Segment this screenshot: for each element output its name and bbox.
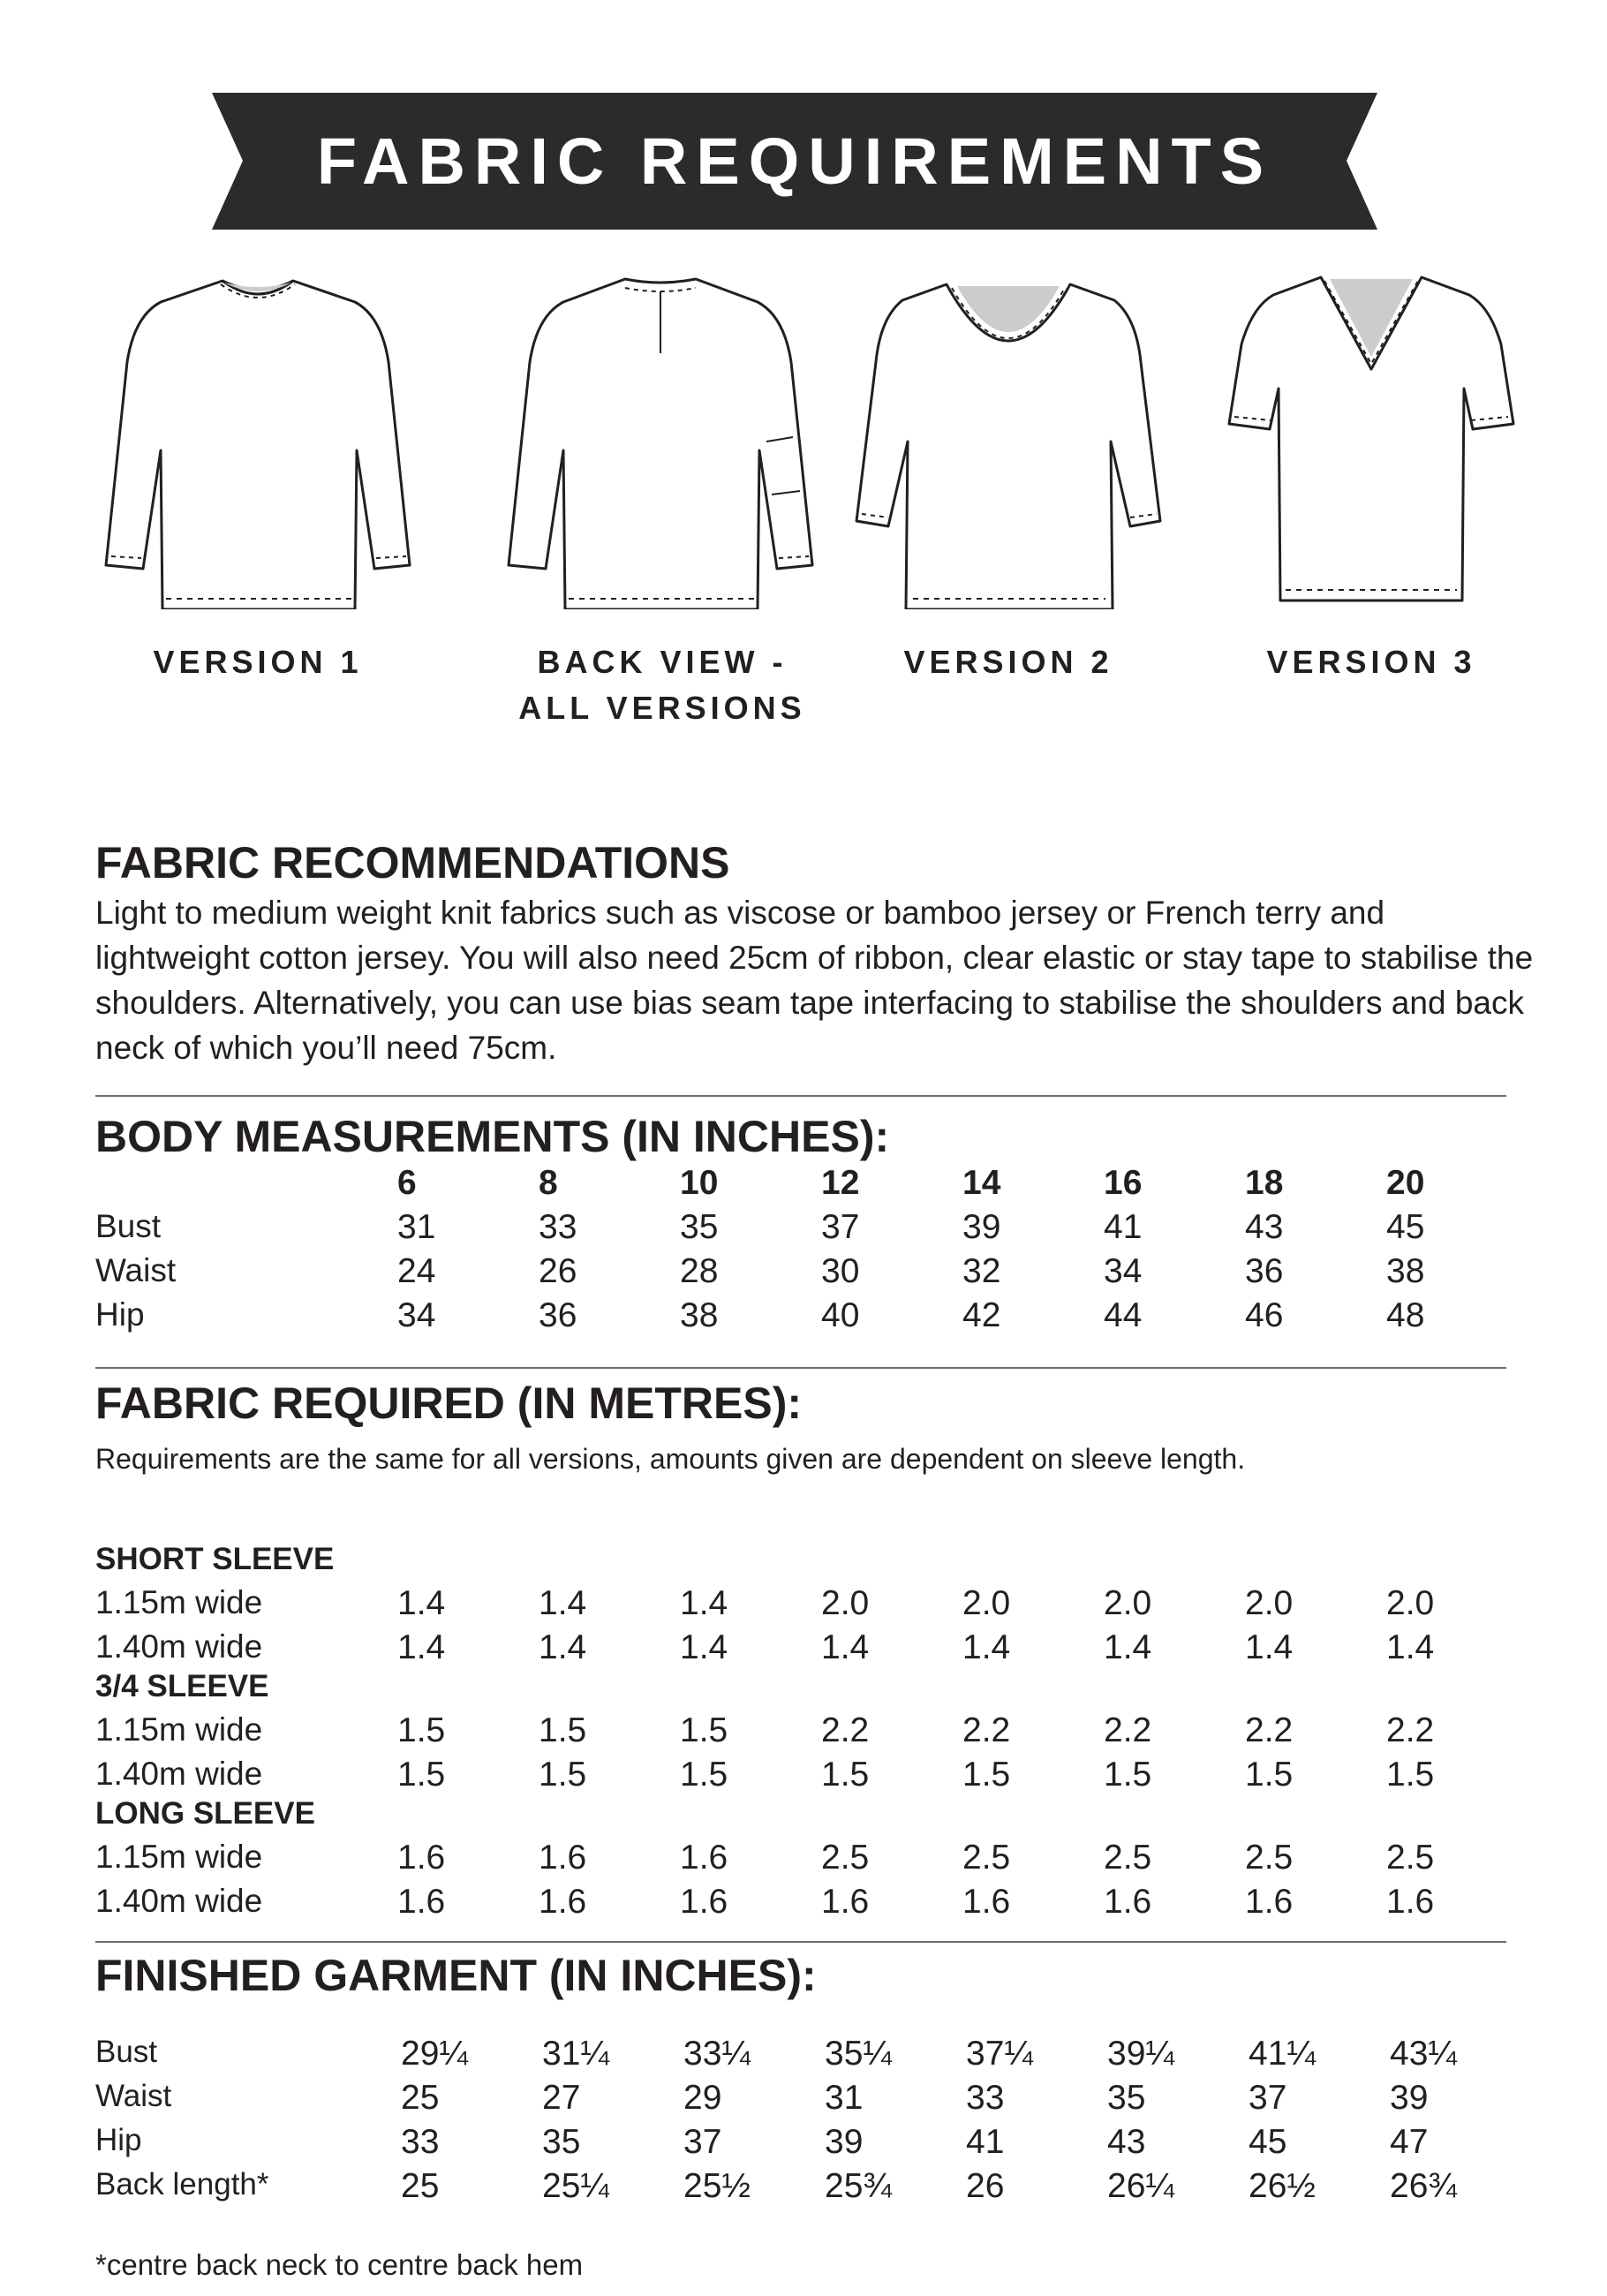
finished-cell: 25½: [683, 2167, 751, 2205]
size-header: 6: [397, 1164, 417, 1202]
fabric-cell: 1.4: [539, 1584, 587, 1622]
finished-cell: 47: [1390, 2123, 1429, 2161]
finished-cell: 35: [542, 2123, 581, 2161]
body-cell: 33: [539, 1208, 577, 1246]
finished-cell: 25¾: [825, 2167, 892, 2205]
finished-cell: 45: [1249, 2123, 1287, 2161]
body-cell: 46: [1245, 1296, 1284, 1334]
body-cell: 35: [680, 1208, 719, 1246]
fabric-cell: 1.6: [962, 1883, 1011, 1921]
body-cell: 38: [680, 1296, 719, 1334]
version-1-long-sleeve-tee-illustration: [99, 265, 417, 609]
fabric-cell: 1.5: [539, 1711, 587, 1749]
fabric-cell: 1.5: [397, 1756, 446, 1794]
body-cell: 32: [962, 1252, 1001, 1290]
fabric-cell: 1.5: [1104, 1756, 1152, 1794]
fabric-cell: 1.4: [1104, 1628, 1152, 1666]
fabric-cell: 1.6: [539, 1883, 587, 1921]
fabric-cell: 2.0: [1386, 1584, 1435, 1622]
body-cell: 26: [539, 1252, 577, 1290]
finished-cell: 33: [401, 2123, 440, 2161]
body-cell: 24: [397, 1252, 436, 1290]
version-3-v-neck-short-sleeve-tee-illustration: [1226, 265, 1517, 609]
fabric-row-label: 1.40m wide: [95, 1628, 263, 1665]
finished-cell: 26: [966, 2167, 1005, 2205]
fabric-cell: 1.4: [539, 1628, 587, 1666]
fabric-cell: 1.5: [539, 1756, 587, 1794]
finished-cell: 43¼: [1390, 2035, 1457, 2073]
fabric-cell: 2.5: [962, 1839, 1011, 1877]
size-header: 8: [539, 1164, 558, 1202]
caption-version-1: VERSION 1: [153, 644, 363, 680]
size-header: 18: [1245, 1164, 1284, 1202]
finished-cell: 31¼: [542, 2035, 609, 2073]
fabric-cell: 2.2: [1104, 1711, 1152, 1749]
caption-version-2: VERSION 2: [903, 644, 1113, 680]
sleeve-group-title: LONG SLEEVE: [95, 1796, 315, 1831]
fabric-cell: 1.5: [397, 1711, 446, 1749]
finished-cell: 33¼: [683, 2035, 751, 2073]
footnote: *centre back neck to centre back hem: [95, 2248, 584, 2281]
fabric-cell: 1.4: [397, 1584, 446, 1622]
fabric-required-heading: FABRIC REQUIRED (IN METRES):: [95, 1378, 802, 1428]
fabric-cell: 1.6: [1104, 1883, 1152, 1921]
size-header: 12: [821, 1164, 860, 1202]
body-cell: 39: [962, 1208, 1001, 1246]
caption-version-3: VERSION 3: [1266, 644, 1476, 680]
section-divider: [95, 1941, 1506, 1943]
page-title: FABRIC REQUIREMENTS: [316, 125, 1273, 198]
body-cell: 38: [1386, 1252, 1425, 1290]
body-row-label: Waist: [95, 1252, 177, 1288]
section-divider: [95, 1095, 1506, 1097]
caption-back-view-line-2: ALL VERSIONS: [518, 690, 806, 726]
body-cell: 28: [680, 1252, 719, 1290]
finished-cell: 43: [1107, 2123, 1146, 2161]
body-row-label: Hip: [95, 1296, 145, 1333]
fabric-cell: 2.2: [821, 1711, 870, 1749]
size-header: 14: [962, 1164, 1001, 1202]
finished-cell: 39: [1390, 2079, 1429, 2117]
size-header: 20: [1386, 1164, 1425, 1202]
fabric-cell: 2.5: [1104, 1839, 1152, 1877]
body-cell: 31: [397, 1208, 436, 1246]
fabric-cell: 1.4: [680, 1584, 728, 1622]
finished-cell: 39¼: [1107, 2035, 1174, 2073]
fabric-row-label: 1.15m wide: [95, 1584, 263, 1620]
body-cell: 34: [1104, 1252, 1143, 1290]
fabric-cell: 1.4: [397, 1628, 446, 1666]
body-cell: 42: [962, 1296, 1001, 1334]
finished-cell: 25: [401, 2079, 440, 2117]
finished-row-label: Hip: [95, 2123, 142, 2157]
fabric-cell: 1.5: [1245, 1756, 1294, 1794]
finished-cell: 29: [683, 2079, 722, 2117]
finished-cell: 25¼: [542, 2167, 609, 2205]
sleeve-group-title: SHORT SLEEVE: [95, 1542, 335, 1576]
fabric-required-note: Requirements are the same for all versions, amounts given are dependent on sleeve length.: [95, 1443, 1246, 1475]
body-cell: 41: [1104, 1208, 1143, 1246]
fabric-cell: 2.2: [1386, 1711, 1435, 1749]
fabric-cell: 1.4: [1245, 1628, 1294, 1666]
finished-cell: 29¼: [401, 2035, 468, 2073]
size-header: 16: [1104, 1164, 1143, 1202]
fabric-cell: 1.6: [680, 1883, 728, 1921]
fabric-cell: 2.0: [1104, 1584, 1152, 1622]
finished-garment-heading: FINISHED GARMENT (IN INCHES):: [95, 1951, 817, 2000]
finished-cell: 35: [1107, 2079, 1146, 2117]
finished-cell: 35¼: [825, 2035, 892, 2073]
fabric-cell: 1.4: [1386, 1628, 1435, 1666]
fabric-recommendations-text: Light to medium weight knit fabrics such as viscose or bamboo jersey or French terry and lightweight cotton jersey. You will also need 25cm of ribbon, clear elastic or stay tape to stabilise the shoulders. Alternatively, you can use bias seam tape interfacing to stabilise the shoulders and back neck of which you’ll need 75cm.: [95, 895, 1534, 1066]
body-measurements-heading: BODY MEASUREMENTS (IN INCHES):: [95, 1112, 890, 1161]
fabric-row-label: 1.15m wide: [95, 1839, 263, 1875]
fabric-cell: 1.4: [821, 1628, 870, 1666]
body-cell: 43: [1245, 1208, 1284, 1246]
fabric-cell: 1.5: [680, 1756, 728, 1794]
finished-row-label: Back length*: [95, 2167, 269, 2202]
title-banner: [212, 93, 1377, 230]
fabric-cell: 1.6: [1245, 1883, 1294, 1921]
finished-cell: 41¼: [1249, 2035, 1316, 2073]
finished-cell: 25: [401, 2167, 440, 2205]
body-cell: 44: [1104, 1296, 1143, 1334]
fabric-cell: 2.0: [1245, 1584, 1294, 1622]
fabric-cell: 1.4: [962, 1628, 1011, 1666]
body-cell: 30: [821, 1252, 860, 1290]
fabric-recommendations-heading: FABRIC RECOMMENDATIONS: [95, 838, 730, 887]
finished-cell: 33: [966, 2079, 1005, 2117]
finished-cell: 31: [825, 2079, 864, 2117]
fabric-cell: 1.6: [397, 1839, 446, 1877]
body-cell: 36: [539, 1296, 577, 1334]
back-view-illustration: [502, 265, 819, 609]
caption-back-view: [459, 639, 865, 731]
fabric-cell: 1.6: [397, 1883, 446, 1921]
body-cell: 40: [821, 1296, 860, 1334]
finished-cell: 26¾: [1390, 2167, 1457, 2205]
finished-row-label: Bust: [95, 2035, 158, 2069]
fabric-cell: 1.5: [680, 1711, 728, 1749]
body-cell: 36: [1245, 1252, 1284, 1290]
finished-row-label: Waist: [95, 2079, 172, 2113]
fabric-cell: 1.6: [1386, 1883, 1435, 1921]
fabric-cell: 1.5: [1386, 1756, 1435, 1794]
finished-cell: 37: [1249, 2079, 1287, 2117]
sleeve-group-title: 3/4 SLEEVE: [95, 1669, 269, 1703]
fabric-row-label: 1.40m wide: [95, 1756, 263, 1792]
fabric-cell: 2.0: [962, 1584, 1011, 1622]
finished-cell: 41: [966, 2123, 1005, 2161]
caption-back-view-line-1: BACK VIEW -: [537, 644, 788, 680]
fabric-cell: 1.6: [680, 1839, 728, 1877]
fabric-cell: 1.6: [539, 1839, 587, 1877]
section-divider: [95, 1367, 1506, 1369]
size-header: 10: [680, 1164, 719, 1202]
fabric-cell: 2.2: [962, 1711, 1011, 1749]
fabric-cell: 2.0: [821, 1584, 870, 1622]
fabric-row-label: 1.40m wide: [95, 1883, 263, 1919]
finished-cell: 27: [542, 2079, 581, 2117]
fabric-cell: 1.5: [821, 1756, 870, 1794]
finished-cell: 39: [825, 2123, 864, 2161]
version-2-scoop-neck-tee-illustration: [849, 265, 1167, 609]
body-row-label: Bust: [95, 1208, 162, 1244]
body-cell: 45: [1386, 1208, 1425, 1246]
finished-cell: 26¼: [1107, 2167, 1174, 2205]
body-cell: 37: [821, 1208, 860, 1246]
finished-cell: 37¼: [966, 2035, 1033, 2073]
body-cell: 48: [1386, 1296, 1425, 1334]
fabric-row-label: 1.15m wide: [95, 1711, 263, 1748]
finished-cell: 37: [683, 2123, 722, 2161]
fabric-cell: 2.5: [1245, 1839, 1294, 1877]
fabric-cell: 2.5: [821, 1839, 870, 1877]
finished-cell: 26½: [1249, 2167, 1316, 2205]
fabric-cell: 1.6: [821, 1883, 870, 1921]
fabric-cell: 1.5: [962, 1756, 1011, 1794]
fabric-cell: 2.2: [1245, 1711, 1294, 1749]
fabric-cell: 2.5: [1386, 1839, 1435, 1877]
body-cell: 34: [397, 1296, 436, 1334]
fabric-cell: 1.4: [680, 1628, 728, 1666]
